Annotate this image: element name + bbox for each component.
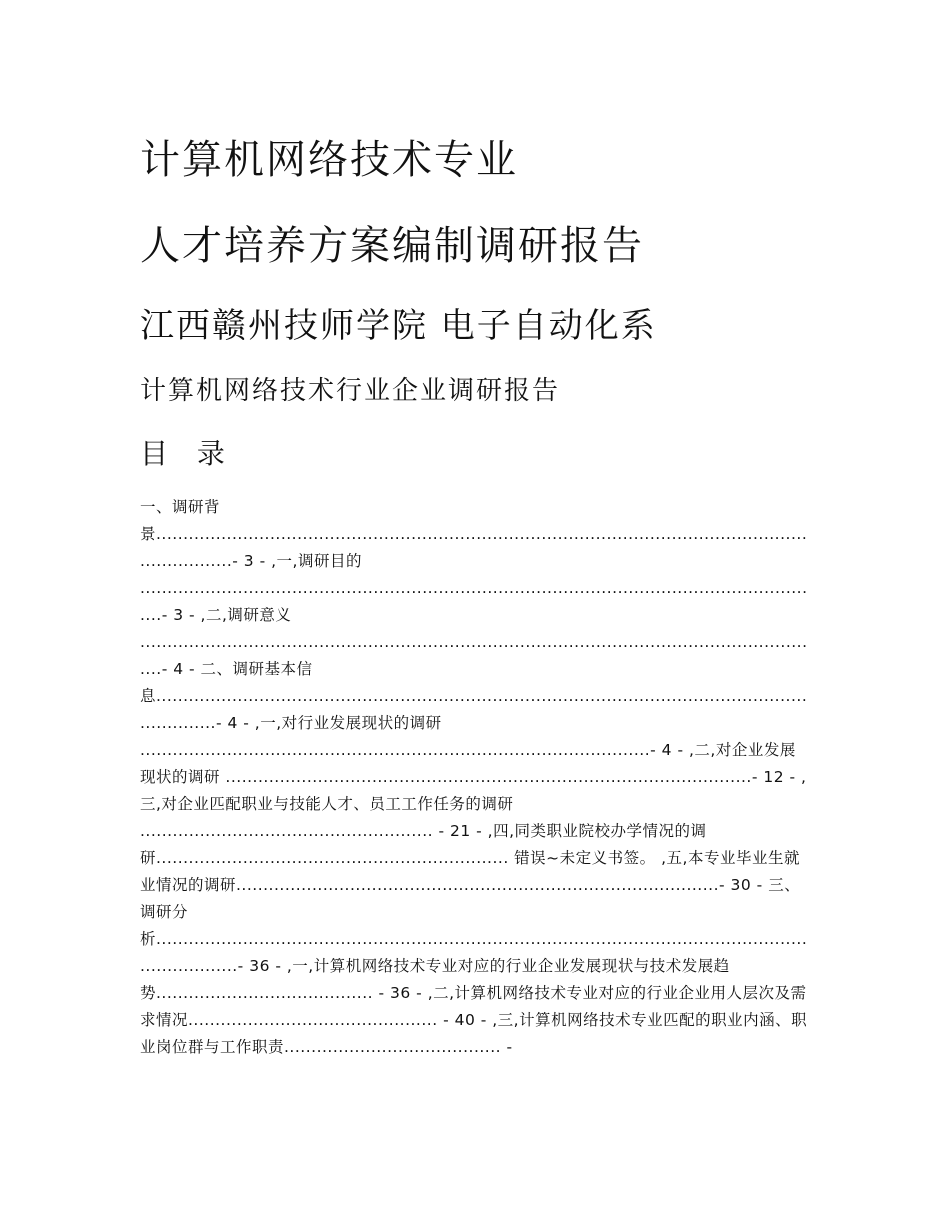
institution-heading: 江西赣州技师学院 电子自动化系 — [140, 306, 657, 346]
toc-heading: 目 录 — [140, 437, 235, 470]
title-line-1: 计算机网络技术专业 — [140, 137, 518, 183]
table-of-contents: 一、调研背景.........................................................................................................................................- 3 - ,一,调研目的 ...............................................................................................................................- 3 - ,二,调研意义 ...............................................................................................................................- 4 - 二、调研基本信息......................................................................................................................................- 4 - ,一,对行业发展现状的调研 ..............................................................................................- 4 - ,二,对企业发展现状的调研 .................................................................................................- 12 - ,三,对企业匹配职业与技能人才、员工工作任务的调研 ...................................................... - 21 - ,四,同类职业院校办学情况的调研................................................................. 错误~未定义书签。 ,五,本专业毕业生就业情况的调研.........................................................................................- 30 - 三、调研分析..........................................................................................................................................- 36 - ,一,计算机网络技术专业对应的行业企业发展现状与技术发展趋势........................................ - 36 - ,二,计算机网络技术专业对应的行业企业用人层次及需求情况.............................................. - 40 - ,三,计算机网络技术专业匹配的职业内涵、职业岗位群与工作职责........................................ - — [140, 498, 808, 1056]
title-line-2: 人才培养方案编制调研报告 — [140, 223, 644, 269]
report-title: 计算机网络技术行业企业调研报告 — [140, 376, 561, 406]
